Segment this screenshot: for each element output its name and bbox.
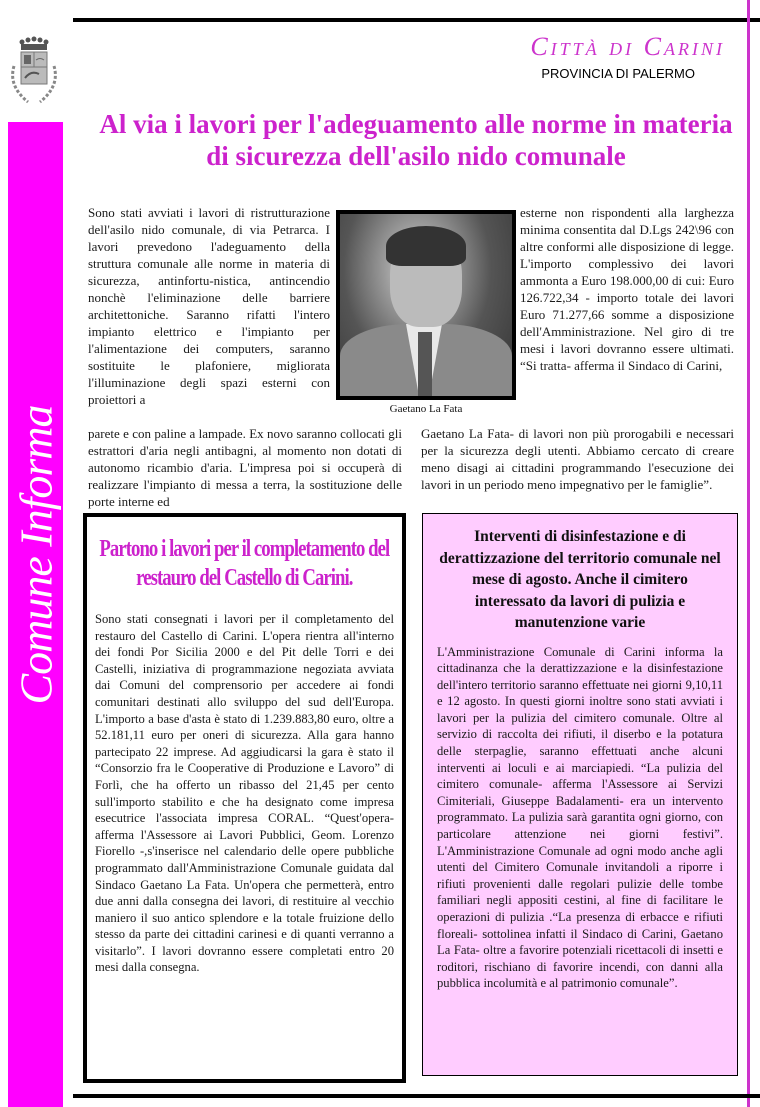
main-article-col-right: esterne non rispondenti alla larghezza minima consentita dal D.Lgs 242\96 con altre conformi alle disposizione di legge. L'importo complessivo dei lavori ammonta a Euro 198.000,00 di cui: Euro 126.722,34 - importo totale dei lavori Euro 71.277,66 somme a disposizione dell'Amministrazione. Nel giro di tre mesi i lavori dovranno essere ultimati. “Si tratta- afferma il Sindaco di Carini, (520, 205, 734, 373)
castle-article-title: Partono i lavori per il completamento del restauro del Castello di Carini. (99, 536, 390, 591)
section-label-text: Comune Informa (10, 405, 61, 705)
photo-caption: Gaetano La Fata (389, 403, 463, 415)
portrait-image (340, 214, 512, 396)
main-headline: Al via i lavori per l'adeguamento alle norme in materia di sicurezza dell'asilo nido comunale (99, 109, 733, 171)
bottom-rule (73, 1094, 760, 1098)
castle-article-body: Sono stati consegnati i lavori per il completamento del restauro del Castello di Carini. L'opera rientra all'interno dei fondi Por Sicilia 2000 e del Pit delle Torri e dei Castelli, iniziativa di programmazione negoziata avviata dai Comuni del comprensorio per accedere ai fondi comunitari destinati allo sviluppo del sud dell'Europa. L'importo a base d'asta è stato di 1.239.883,80 euro, oltre a 52.181,11 euro per oneri di sicurezza. Alla gara hanno partecipato 22 imprese. Ad aggiudicarsi la gara è stato il “Consorzio fra le Cooperative di Produzione e Lavoro” di Forlì, che ha offerto un ribasso del 21,45 per cento sull'importo stabilito e che ha designato come impresa esecutrice l'associata impresa CORAL. “Quest'opera- afferma l'Assessore ai Lavori Pubblici, Geom. Lorenzo Fiorello -,s'inserisce nel calendario delle opere pubbliche programmato dall'Amministrazione Comunale guidata dal Sindaco Gaetano La Fata. Un'opera che permetterà, entro due anni dalla consegna dei lavori, di restituire al vecchio maniero il suo antico splendore e la totale fruizione dello stesso da parte dei cittadini carinesi e di quanti verranno a visitarlo”. I lavori dovranno essere completati entro 20 mesi dalla consegna. (95, 612, 394, 975)
cemetery-article-box (422, 513, 738, 1076)
main-article-col-bottom-left: parete e con paline a lampade. Ex novo saranno collocati gli estrattori d'aria negli antibagni, al momento non dotati di autonomo ricambio d'aria. L'impresa poi si occuperà di realizzare l'impianto di messa a terra, la sostituzione delle porte interne ed (88, 426, 402, 509)
top-rule (73, 18, 760, 22)
masthead-title: Città di Carini (530, 32, 725, 61)
cemetery-article-title: Interventi di disinfestazione e di derattizzazione del territorio comunale nel mese di agosto. Anche il cimitero interessato da lavori di pulizia e manutenzione varie (439, 528, 721, 631)
section-label (8, 405, 63, 705)
masthead-subtitle: PROVINCIA DI PALERMO (541, 66, 695, 81)
cemetery-article-body: L'Amministrazione Comunale di Carini informa la cittadinanza che la derattizzazione e la disinfestazione dell'intero territorio saranno effettuate nei giorni 9,10,11 e 12 agosto. In questi giorni inoltre sono stati avviati i lavori per la pulizia del cimitero comunale. Oltre al servizio di raccolta dei rifiuti, il diserbo e la potatura delle sterpaglie, saranno effettuati anche alcuni interventi ai loculi e ai marciapiedi. “La pulizia del cimitero comunale- afferma l'Assessore ai Servizi Cimiteriali, Giuseppe Badalamenti- era un intervento programmato. La pulizia sarà garantita ogni giorno, con particolare attenzione nei giorni festivi”. L'Amministrazione Comunale ad ogni modo anche agli utenti del Cimitero Comunale invitandoli a riporre i rifiuti provenienti dalle regolari pulizie delle tombe familiari negli appositi cestini, al fine di facilitare le operazioni di pulizia .“La presenza di erbacce e rifiuti floreali- sottolinea infatti il Sindaco di Carini, Gaetano La Fata- oltre a favorire potenziali ricettacoli di insetti e roditori, rischiano di favorire incendi, con danni alla pubblica incolumità e al patrimonio comunale”. (437, 644, 723, 991)
portrait-photo (336, 210, 516, 400)
municipal-crest-icon (4, 36, 64, 114)
main-article-col-left: Sono stati avviati i lavori di ristrutturazione dell'asilo nido comunale, di via Petrarca. I lavori prevedono l'adeguamento della struttura comunale alle norme in materia di sicurezza, antinfortu-nistica, antincendio nonchè l'eliminazione delle barriere architettoniche. Saranno rifatti l'intero impianto elettrico e l'impianto per l'alimentazione dei computers, saranno sostituite le plafoniere, migliorata l'illuminazione degli spazi esterni con proiettori a (88, 205, 330, 407)
main-article-col-bottom-right: Gaetano La Fata- di lavori non più prorogabili e necessari per la sicurezza degli utenti. Abbiamo cercato di creare meno disagi ai cittadini programmando l'esecuzione dei lavori in un periodo meno impegnativo per le famiglie”. (421, 426, 734, 492)
castle-article-box (83, 513, 406, 1083)
right-margin-rule (747, 0, 750, 1107)
